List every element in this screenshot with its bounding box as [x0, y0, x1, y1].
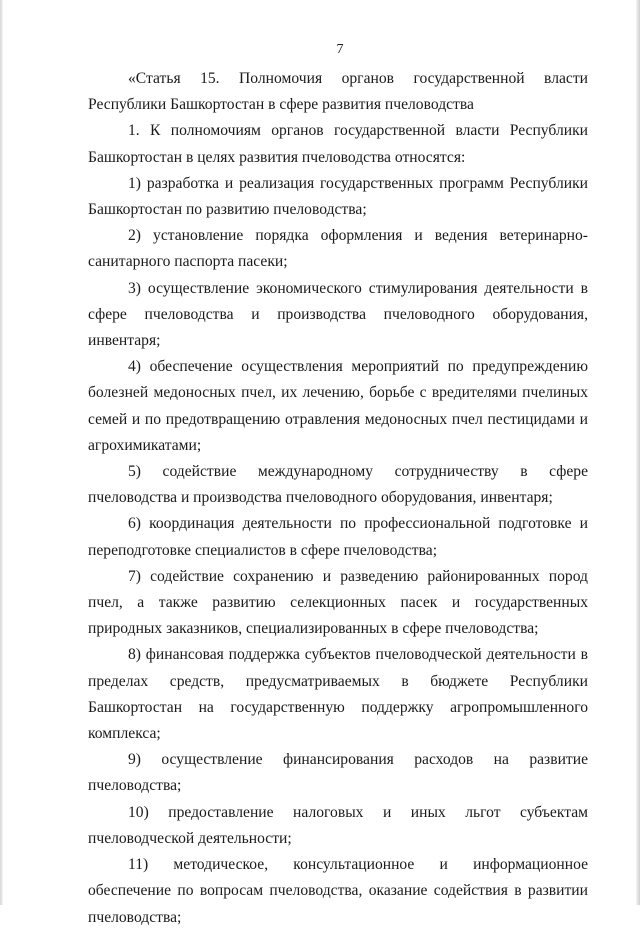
list-item: 2) установление порядка оформления и ведения ветеринарно-санитарного паспорта пасеки;	[88, 227, 588, 271]
article-body	[88, 66, 588, 931]
list-item: 8) финансовая поддержка субъектов пчеловодческой деятельности в пределах средств, предусматриваемых в бюджете Республики Башкортостан на государственную поддержку агропромышленного комплекса;	[88, 646, 588, 743]
list-item: 3) осуществление экономического стимулирования деятельности в сфере пчеловодства и производства пчеловодного оборудования, инвентаря;	[88, 279, 588, 350]
list-item: 4) обеспечение осуществления мероприятий по предупреждению болезней медоносных пчел, их лечению, борьбе с вредителями пчелиных семей и по предотвращению отравления медоносных пчел пестицидами и агрохимикатами;	[88, 358, 588, 454]
article-heading: «Статья 15. Полномочия органов государственной власти Республики Башкортостан в сфере развития пчеловодства	[88, 70, 588, 114]
list-item: 5) содействие международному сотрудничеству в сфере пчеловодства и производства пчеловодного оборудования, инвентаря;	[88, 463, 588, 507]
scan-edge-right	[636, 0, 640, 905]
list-item: 1) разработка и реализация государственных программ Республики Башкортостан по развитию пчеловодства;	[88, 174, 588, 219]
article-paragraph: 1. К полномочиям органов государственной власти Республики Башкортостан в целях развития пчеловодства относятся:	[88, 122, 588, 166]
list-item: 7) содействие сохранению и разведению районированных пород пчел, а также развитию селекционных пасек и государственных природных заказников, специализированных в сфере пчеловодства;	[88, 567, 588, 638]
list-item: 9) осуществление финансирования расходов на развитие пчеловодства;	[88, 751, 588, 795]
list-item: 10) предоставление налоговых и иных льгот субъектам пчеловодческой деятельности;	[88, 803, 588, 847]
page-number: 7	[336, 42, 344, 57]
scan-edge-left	[0, 0, 3, 905]
list-item: 6) координация деятельности по профессиональной подготовке и переподготовке специалистов в сфере пчеловодства;	[88, 515, 588, 559]
list-item: 11) методическое, консультационное и информационное обеспечение по вопросам пчеловодства, оказание содействия в развитии пчеловодства;	[88, 856, 588, 926]
